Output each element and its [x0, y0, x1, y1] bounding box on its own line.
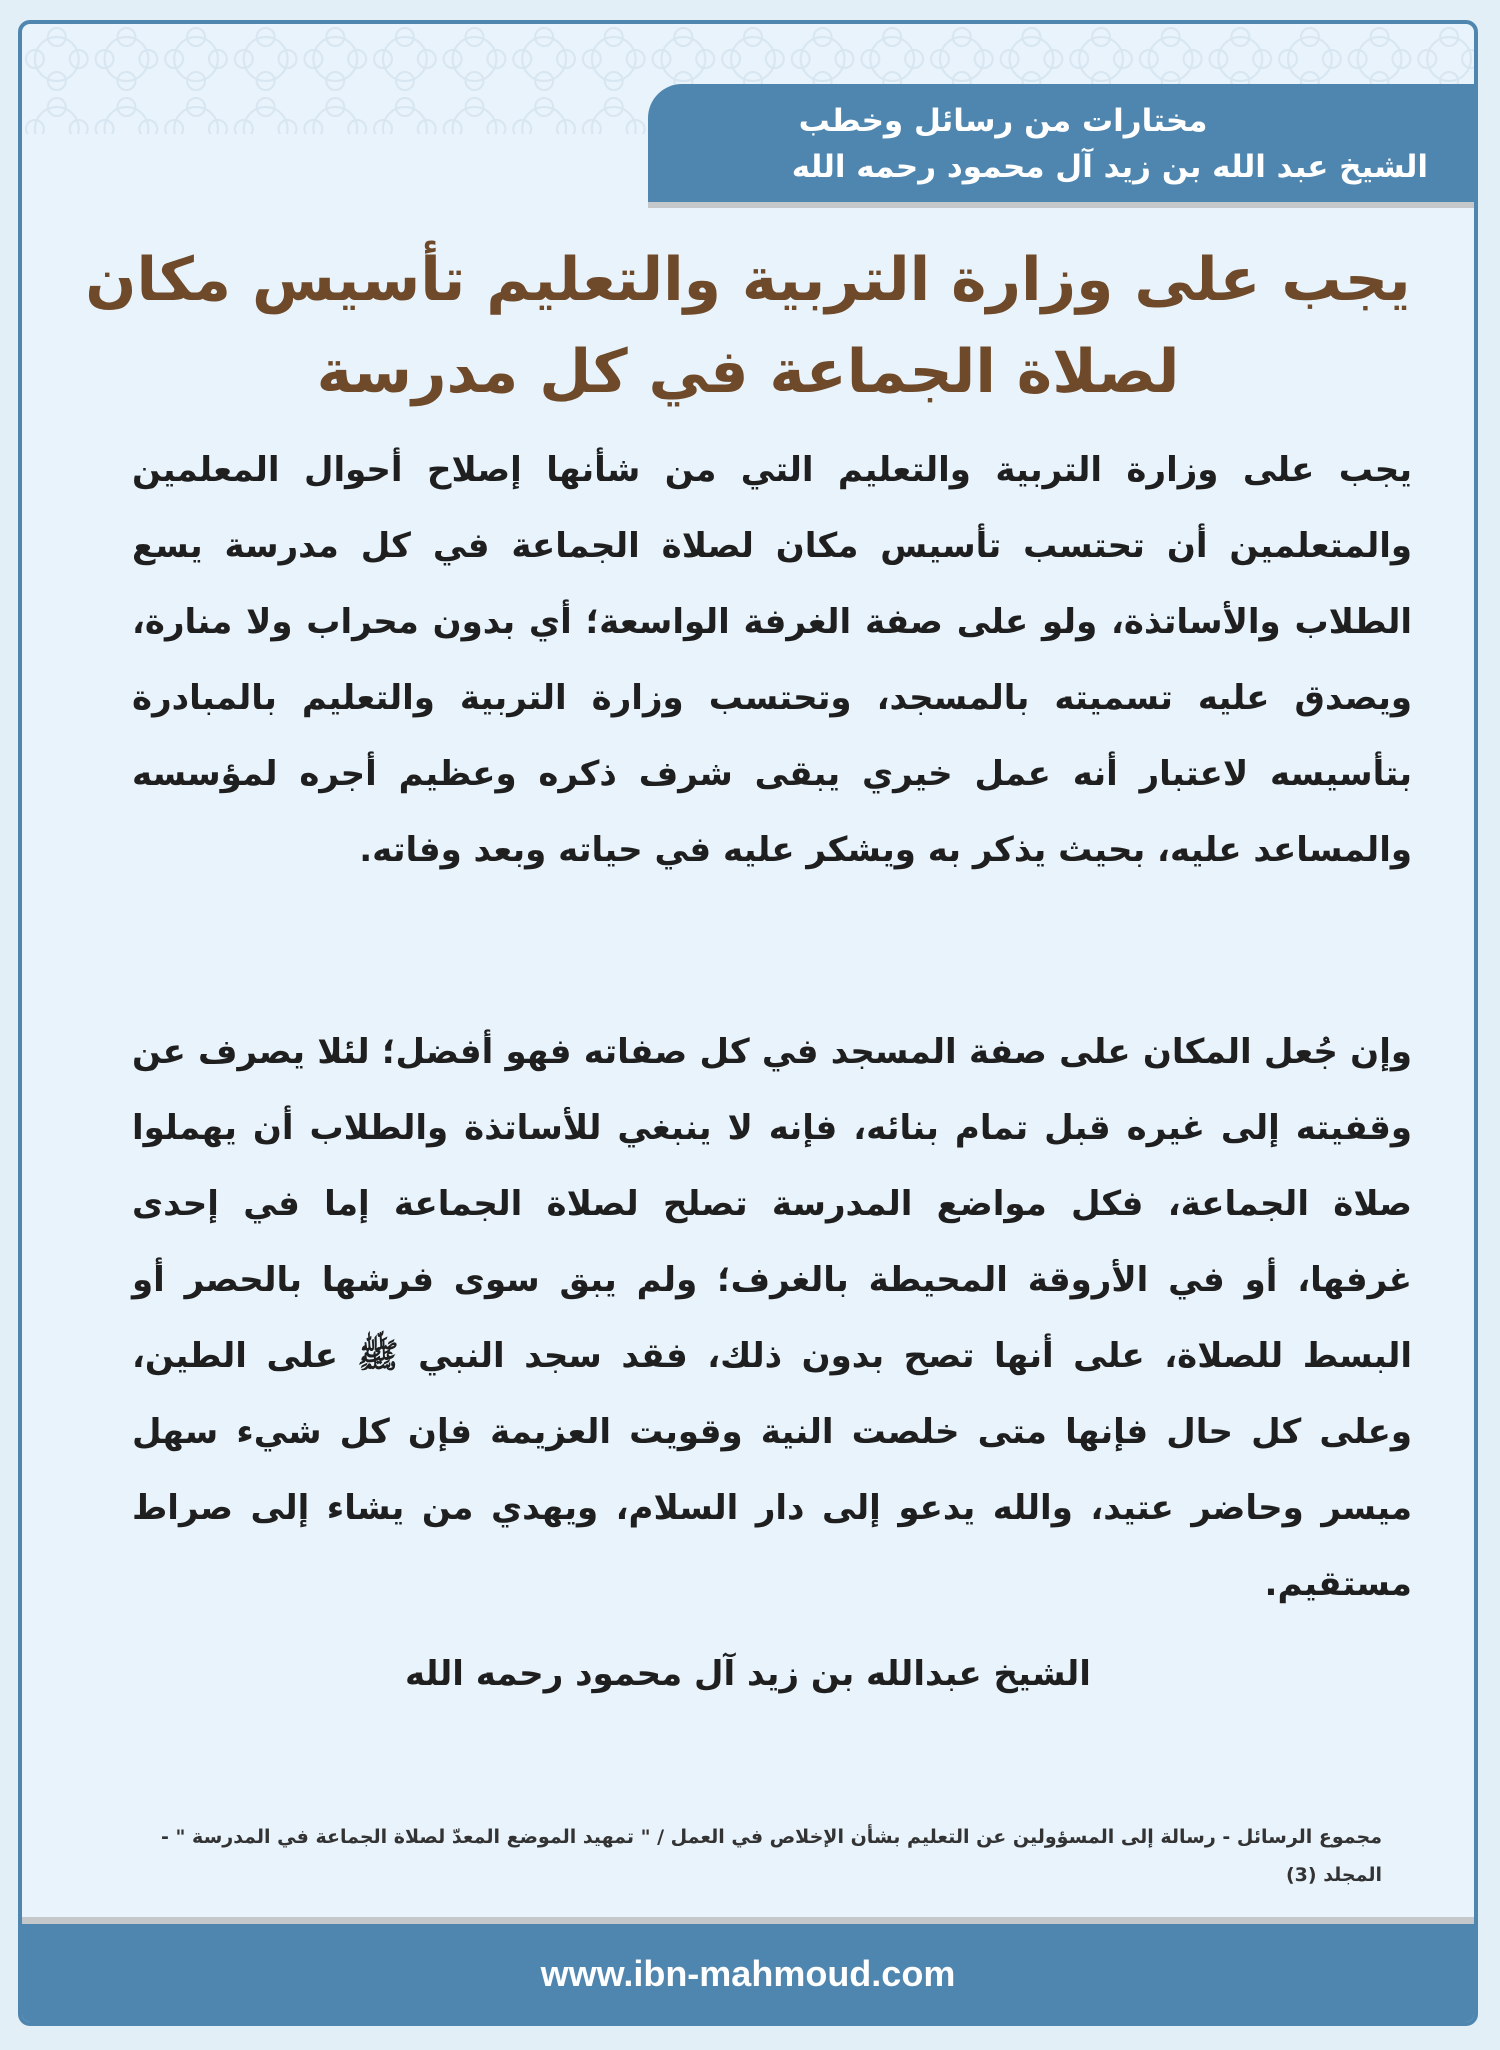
body-paragraph-2: وإن جُعل المكان على صفة المسجد في كل صفاته فهو أفضل؛ لئلا يصرف عن وقفيته إلى غيره قبل تمام بنائه، فإنه لا ينبغي للأساتذة والطلاب أن يهملوا صلاة الجماعة، فكل مواضع المدرسة تصلح لصلاة الجماعة إما في إحدى غرفها، أو في الأروقة المحيطة بالغرف؛ ولم يبق سوى فرشها بالحصر أو البسط للصلاة، على أنها تصح بدون ذلك، فقد سجد النبي ﷺ على الطين، وعلى كل حال فإنها متى خلصت النية وقويت العزيمة فإن كل شيء سهل ميسر وحاضر عتيد، والله يدعو إلى دار السلام، ويهدي من يشاء إلى صراط مستقيم. — [132, 1032, 1412, 1604]
source-citation: مجموع الرسائل - رسالة إلى المسؤولين عن التعليم بشأن الإخلاص في العمل / " تمهيد الموضع المعدّ لصلاة الجماعة في المدرسة " - المجلد (3) — [161, 1826, 1382, 1886]
page-card — [18, 20, 1478, 2026]
series-title: مختارات من رسائل وخطب — [798, 103, 1208, 139]
header-banner — [648, 84, 1478, 202]
title-line-1: يجب على وزارة التربية والتعليم تأسيس مكان — [85, 245, 1411, 315]
author-signature: الشيخ عبدالله بن زيد آل محمود رحمه الله — [405, 1654, 1091, 1694]
author-banner: الشيخ عبد الله بن زيد آل محمود رحمه الله — [791, 149, 1428, 185]
article-title — [82, 234, 1414, 418]
title-line-2: لصلاة الجماعة في كل مدرسة — [316, 337, 1180, 407]
body-paragraph-1: يجب على وزارة التربية والتعليم التي من شأنها إصلاح أحوال المعلمين والمتعلمين أن تحتسب تأسيس مكان لصلاة الجماعة في كل مدرسة يسع الطلاب والأساتذة، ولو على صفة الغرفة الواسعة؛ أي بدون محراب ولا منارة، ويصدق عليه تسميته بالمسجد، وتحتسب وزارة التربية والتعليم بالمبادرة بتأسيسه لاعتبار أنه عمل خيري يبقى شرف ذكره وعظيم أجره لمؤسسه والمساعد عليه، بحيث يذكر به ويشكر عليه في حياته وبعد وفاته. — [132, 450, 1412, 870]
footer-bar — [22, 1924, 1474, 2022]
website-link[interactable]: www.ibn-mahmoud.com — [540, 1953, 956, 1994]
